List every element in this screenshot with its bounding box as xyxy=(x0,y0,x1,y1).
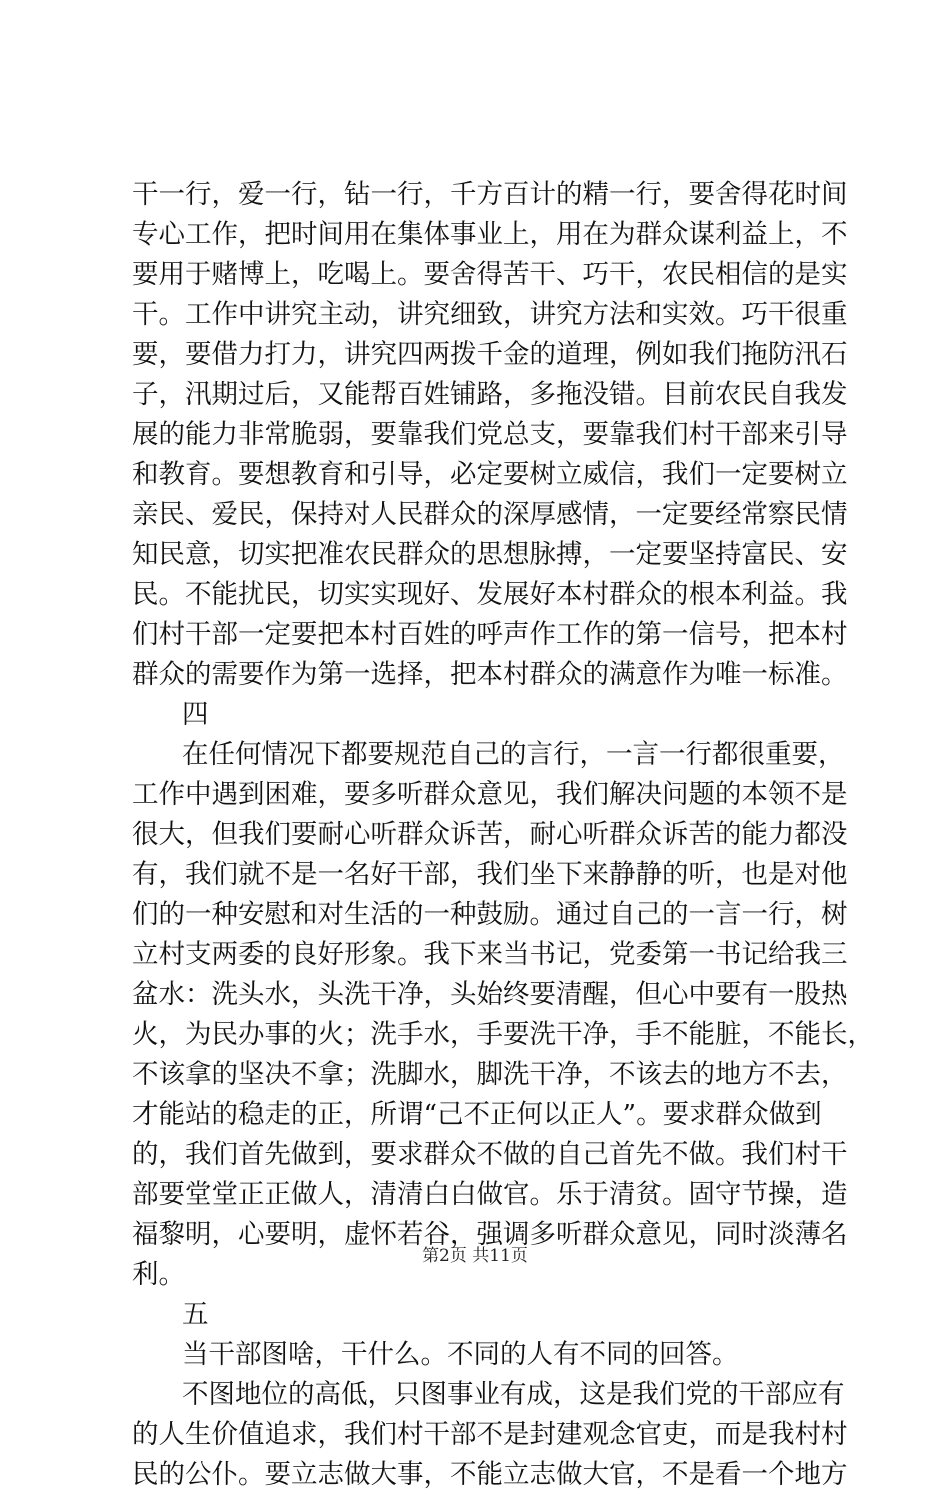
text-line: 的，我们首先做到，要求群众不做的自己首先不做。我们村干 xyxy=(132,1139,848,1170)
section-heading: 四 xyxy=(182,699,209,730)
text-line: 工作中遇到困难，要多听群众意见，我们解决问题的本领不是 xyxy=(132,779,848,810)
text-line: 有，我们就不是一名好干部，我们坐下来静静的听，也是对他 xyxy=(132,859,848,890)
text-line: 群众的需要作为第一选择，把本村群众的满意作为唯一标准。 xyxy=(132,659,848,690)
paragraph-first-line: 在任何情况下都要规范自己的言行，一言一行都很重要， xyxy=(182,739,845,770)
text-line: 子，汛期过后，又能帮百姓铺路，多拖没错。目前农民自我发 xyxy=(132,379,848,410)
text-line: 们的一种安慰和对生活的一种鼓励。通过自己的一言一行，树 xyxy=(132,899,848,930)
text-line: 部要堂堂正正做人，清清白白做官。乐于清贫。固守节操，造 xyxy=(132,1179,848,1210)
paragraph-first-line: 当干部图啥，干什么。不同的人有不同的回答。 xyxy=(182,1339,739,1370)
text-line: 和教育。要想教育和引导，必定要树立威信，我们一定要树立 xyxy=(132,459,848,490)
text-line: 立村支两委的良好形象。我下来当书记，党委第一书记给我三 xyxy=(132,939,848,970)
text-line: 不该拿的坚决不拿；洗脚水，脚洗干净，不该去的地方不去， xyxy=(132,1059,848,1090)
text-line: 专心工作，把时间用在集体事业上，用在为群众谋利益上，不 xyxy=(132,219,848,250)
text-line: 亲民、爱民，保持对人民群众的深厚感情，一定要经常察民情 xyxy=(132,499,848,530)
text-line: 干一行，爱一行，钻一行，千方百计的精一行，要舍得花时间 xyxy=(132,179,848,210)
text-line: 要，要借力打力，讲究四两拨千金的道理，例如我们拖防汛石 xyxy=(132,339,848,370)
text-line: 们村干部一定要把本村百姓的呼声作工作的第一信号，把本村 xyxy=(132,619,848,650)
text-line: 干。工作中讲究主动，讲究细致，讲究方法和实效。巧干很重 xyxy=(132,299,848,330)
text-line: 福黎明，心要明，虚怀若谷，强调多听群众意见，同时淡薄名 xyxy=(132,1219,848,1250)
text-line: 才能站的稳走的正，所谓“己不正何以正人”。要求群众做到 xyxy=(132,1099,822,1130)
text-line: 利。 xyxy=(132,1259,185,1290)
text-line: 展的能力非常脆弱，要靠我们党总支，要靠我们村干部来引导 xyxy=(132,419,848,450)
text-line: 的人生价值追求，我们村干部不是封建观念官吏，而是我村村 xyxy=(132,1419,848,1450)
text-line: 火，为民办事的火；洗手水，手要洗干净，手不能脏，不能长， xyxy=(132,1019,874,1050)
page-number: 第2页 共11页 xyxy=(422,1246,528,1266)
text-line: 盆水：洗头水，头洗干净，头始终要清醒，但心中要有一股热 xyxy=(132,979,848,1010)
text-line: 很大，但我们要耐心听群众诉苦，耐心听群众诉苦的能力都没 xyxy=(132,819,848,850)
section-heading: 五 xyxy=(182,1299,209,1330)
text-line: 知民意，切实把准农民群众的思想脉搏，一定要坚持富民、安 xyxy=(132,539,848,570)
page-footer xyxy=(0,1246,950,1266)
paragraph-first-line: 不图地位的高低，只图事业有成，这是我们党的干部应有 xyxy=(182,1379,845,1410)
text-line: 要用于赌博上，吃喝上。要舍得苦干、巧干，农民相信的是实 xyxy=(132,259,848,290)
text-line: 民的公仆。要立志做大事，不能立志做大官，不是看一个地方 xyxy=(132,1459,848,1490)
text-line: 民。不能扰民，切实实现好、发展好本村群众的根本利益。我 xyxy=(132,579,848,610)
document-body xyxy=(132,175,874,1495)
